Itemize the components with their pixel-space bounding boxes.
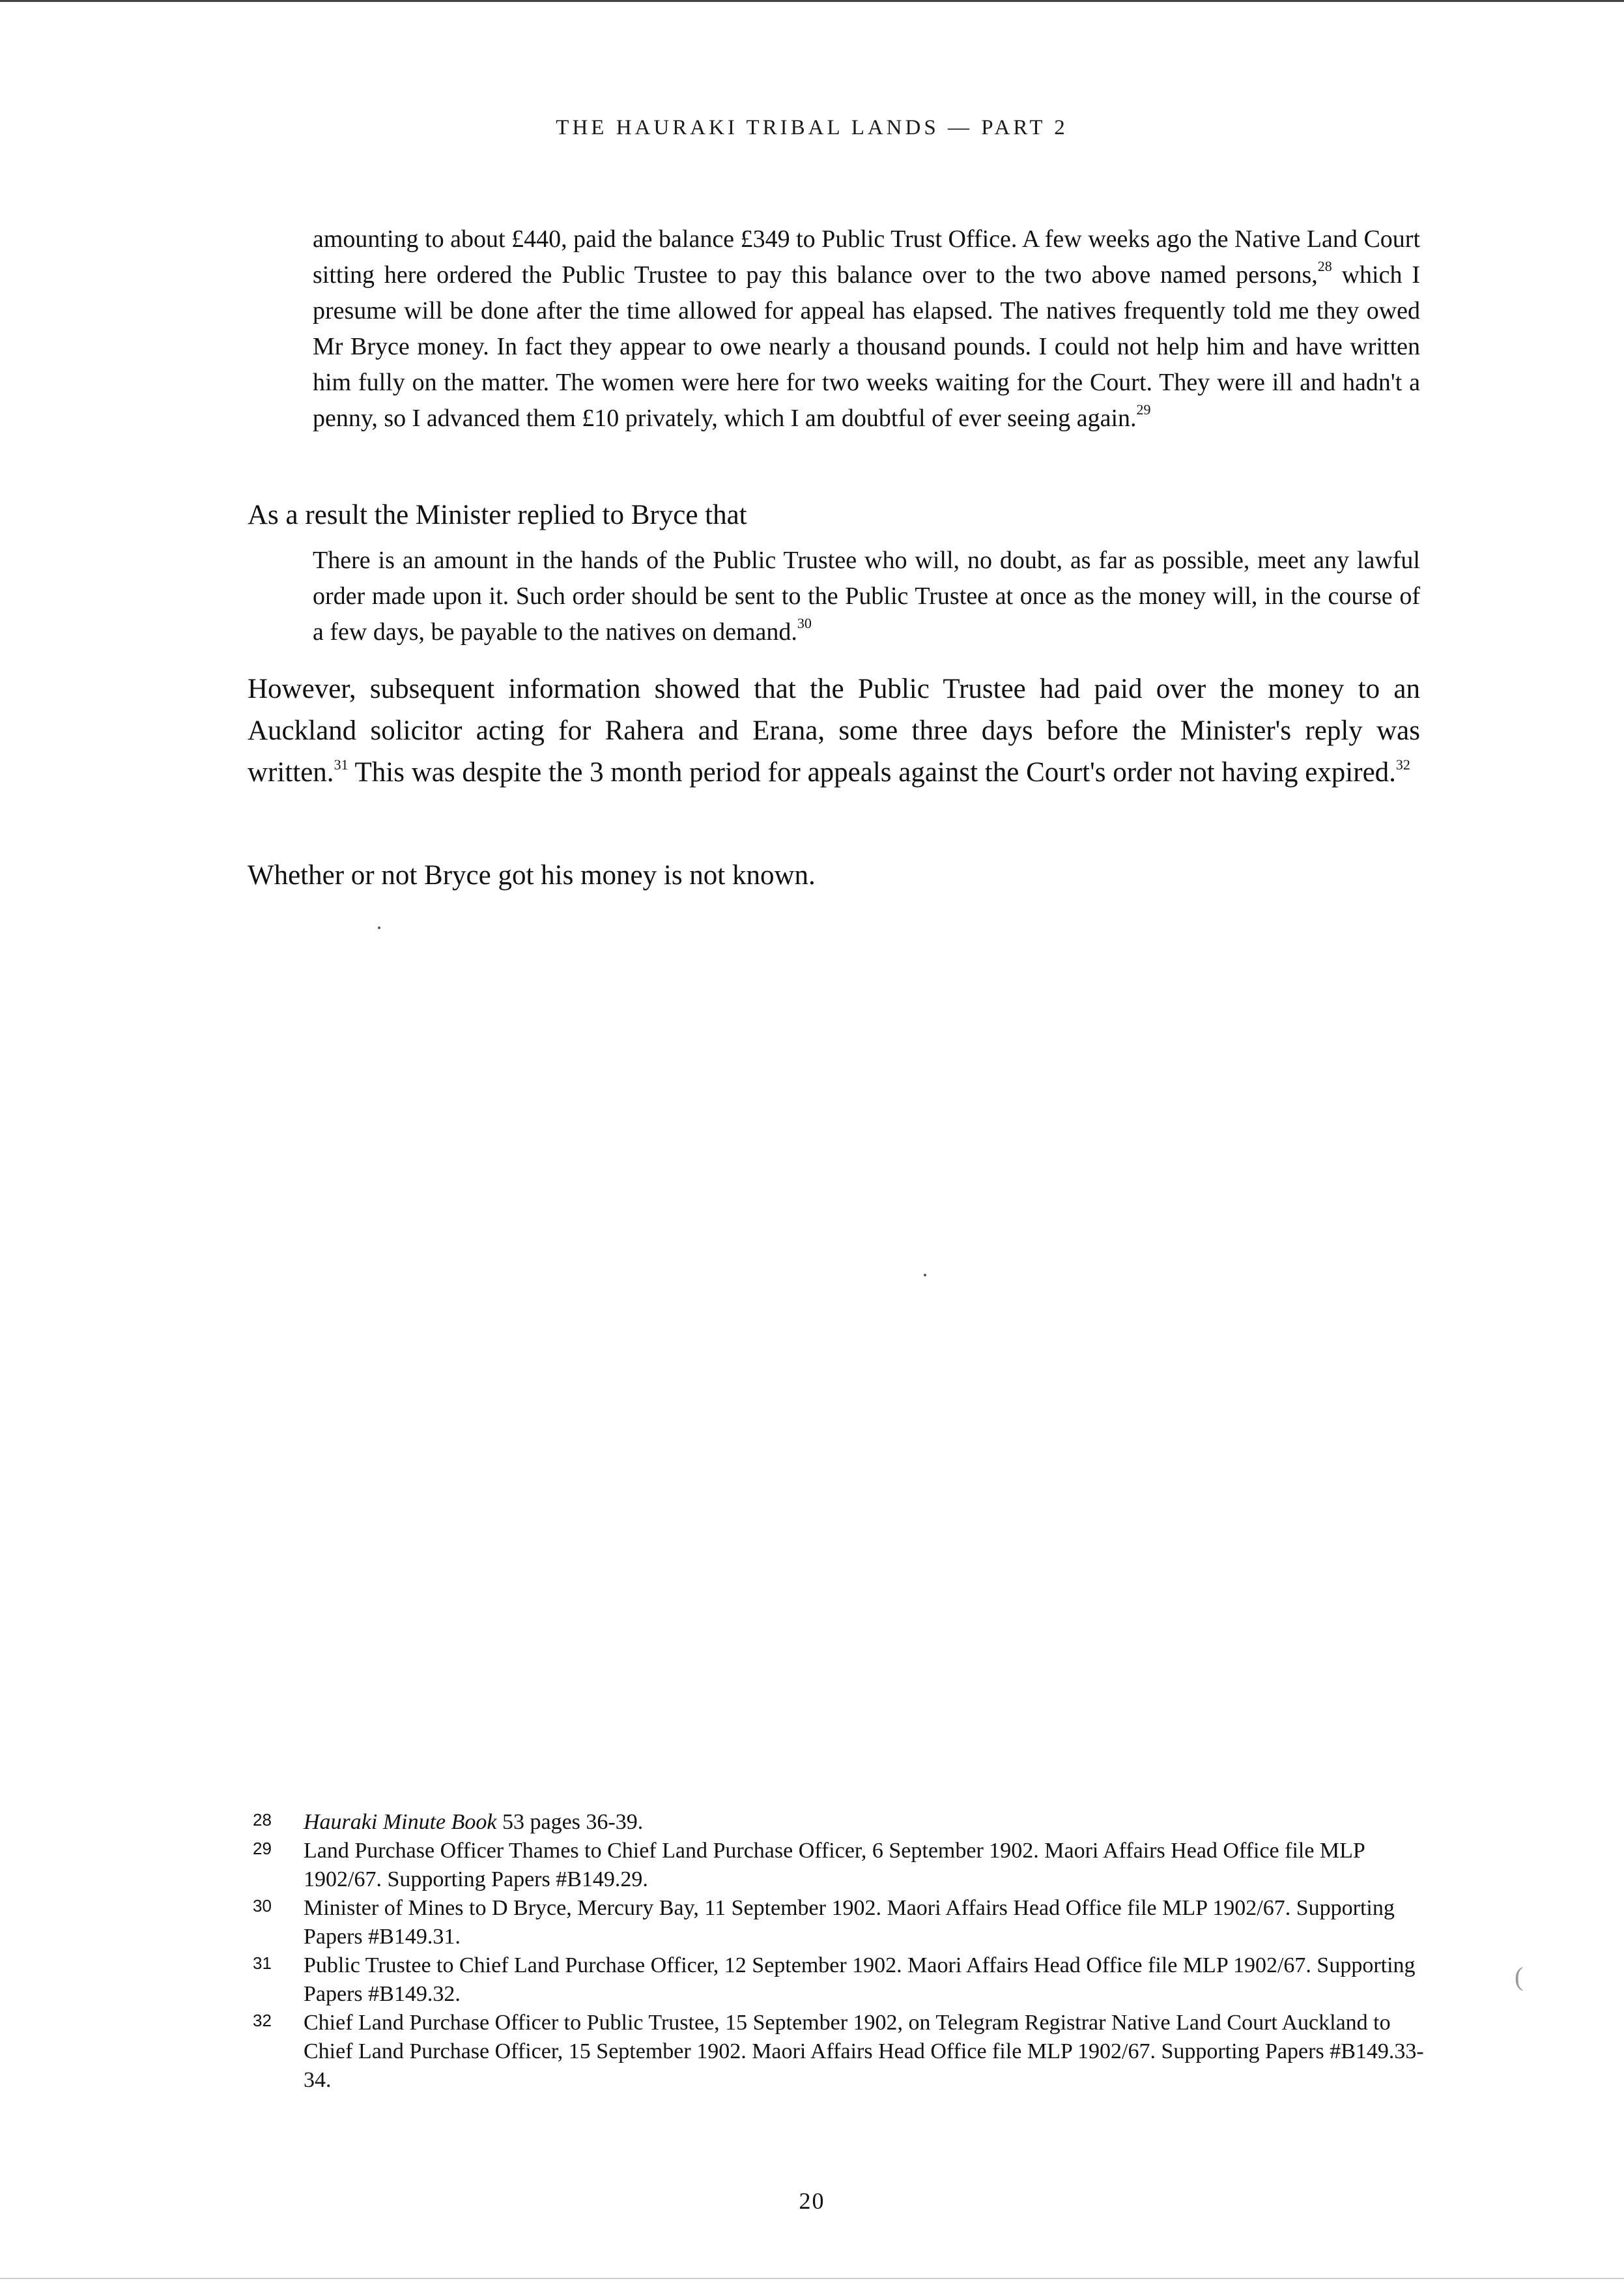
footnote-body: Land Purchase Officer Thames to Chief Land Purchase Officer, 6 September 1902. Maori Affairs Head Office file MLP 1902/67. Supporting Papers #B149.29. [304, 1839, 1365, 1891]
footnote-ref-29[interactable]: 29 [1136, 401, 1151, 418]
running-head: THE HAURAKI TRIBAL LANDS — PART 2 [556, 116, 1068, 139]
top-edge-rule [0, 0, 1624, 2]
scan-speck [378, 926, 380, 929]
paragraph-text-continued: This was despite the 3 month period for appeals against the Court's order not having expired. [348, 757, 1396, 788]
footnote-number: 28 [253, 1810, 272, 1830]
footnotes-section [253, 1808, 1425, 2095]
footnote-body: Chief Land Purchase Officer to Public Trustee, 15 September 1902, on Telegram Registrar Native Land Court Auckland to Chief Land Purchase Officer, 15 September 1902. Maori Affairs Head Office file MLP 1902/67. Supporting Papers #B149.33-34. [304, 2011, 1424, 2092]
footnote-number: 30 [253, 1896, 272, 1916]
quote-text: There is an amount in the hands of the Public Trustee who will, no doubt, as far as possible, meet any lawful order made upon it. Such order should be sent to the Public Trustee at once as the money will, in the course of a few days, be payable to the natives on demand. [313, 547, 1420, 646]
footnote-number: 32 [253, 2011, 272, 2030]
footnote-28 [253, 1808, 1425, 1837]
footnote-body: Public Trustee to Chief Land Purchase Officer, 12 September 1902. Maori Affairs Head Office file MLP 1902/67. Supporting Papers #B149.32. [304, 1953, 1416, 2006]
block-quote-letter [313, 222, 1420, 437]
block-quote-minister [313, 543, 1420, 650]
footnote-ref-28[interactable]: 28 [1317, 258, 1332, 274]
footnote-italic-title: Hauraki Minute Book [304, 1810, 497, 1834]
footnote-text [304, 1810, 643, 1834]
footnote-number: 31 [253, 1953, 272, 1973]
quote-text: amounting to about £440, paid the balance £349 to Public Trust Office. A few weeks ago the Native Land Court sitting here ordered the Public Trustee to pay this balance over to the two above named persons, [313, 225, 1420, 289]
quote-text-continued: which I presume will be done after the time allowed for appeal has elapsed. The natives frequently told me they owed Mr Bryce money. In fact they appear to owe nearly a thousand pounds. I could not help him and have written him fully on the matter. The women were here for two weeks waiting for the Court. They were ill and hadn't a penny, so I advanced them £10 privately, which I am doubtful of ever seeing again. [313, 261, 1420, 432]
margin-mark: ( [1515, 1962, 1524, 1991]
footnote-ref-30[interactable]: 30 [797, 615, 812, 631]
footnote-29 [253, 1837, 1425, 1894]
page-number: 20 [799, 2188, 825, 2214]
footnote-31 [253, 1951, 1425, 2009]
scan-speck [924, 1274, 926, 1276]
paragraph-conclusion: Whether or not Bryce got his money is not known. [248, 860, 816, 891]
footnote-number: 29 [253, 1839, 272, 1858]
footnote-body: 53 pages 36-39. [496, 1810, 644, 1834]
paragraph-public-trustee [248, 668, 1420, 794]
footnote-body: Minister of Mines to D Bryce, Mercury Bay, 11 September 1902. Maori Affairs Head Office file MLP 1902/67. Supporting Papers #B149.31. [304, 1896, 1395, 1949]
bottom-edge-rule [0, 2278, 1624, 2279]
footnote-30 [253, 1894, 1425, 1951]
footnote-32 [253, 2009, 1425, 2095]
footnote-ref-32[interactable]: 32 [1395, 756, 1410, 773]
footnote-ref-31[interactable]: 31 [334, 756, 349, 773]
paragraph-minister-reply: As a result the Minister replied to Bryce that [248, 500, 747, 530]
paragraph-text: However, subsequent information showed that the Public Trustee had paid over the money to an Auckland solicitor acting for Rahera and Erana, some three days before the Minister's reply was written. [248, 674, 1420, 788]
